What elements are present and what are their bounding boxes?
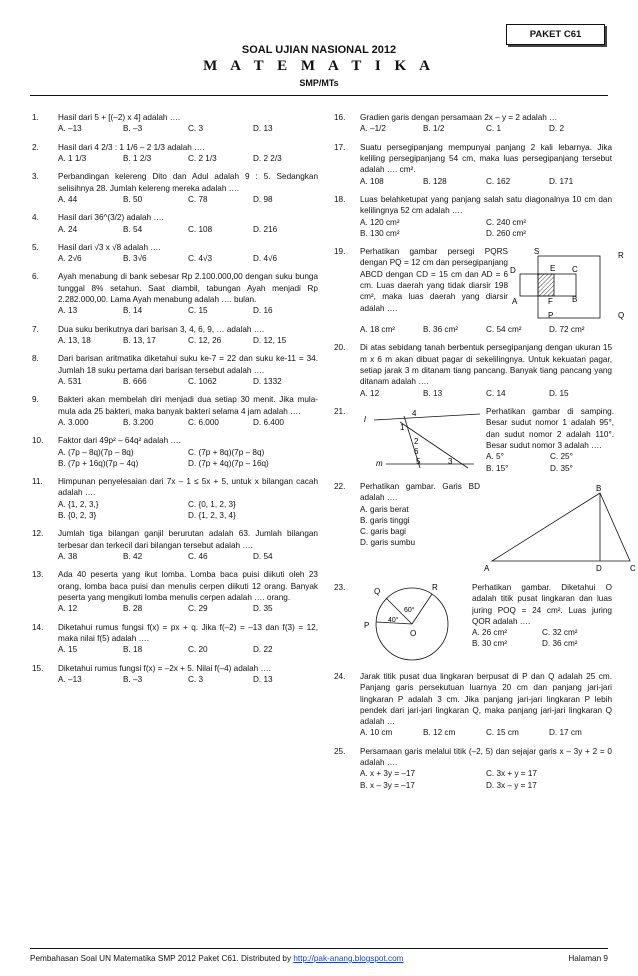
label-d: D: [596, 563, 602, 573]
angle-4: 4: [412, 409, 417, 418]
question-15: [32, 663, 318, 686]
q11-option-0[interactable]: A. {1, 2, 3,}: [58, 499, 99, 509]
question-left: [472, 582, 612, 664]
q16-option-1[interactable]: B. 1/2: [423, 124, 445, 134]
q25-option-1[interactable]: C. 3x + y = 17: [486, 769, 537, 779]
label-f: F: [548, 297, 553, 307]
paket-label: PAKET C61: [506, 24, 605, 45]
q14-option-2[interactable]: C. 20: [188, 645, 208, 655]
option-row: [486, 451, 614, 462]
angle-1: 1: [400, 423, 405, 432]
q13-option-3[interactable]: D. 35: [253, 604, 273, 614]
q13-option-0[interactable]: A. 12: [58, 604, 78, 614]
q25-option-0[interactable]: A. x + 3y = –17: [360, 769, 416, 779]
question-number: 1.: [32, 113, 39, 122]
question-number: 11.: [32, 477, 43, 487]
q3-option-1[interactable]: B. 50: [123, 194, 143, 204]
option-row: [360, 123, 612, 134]
label-o: O: [410, 628, 417, 638]
option-row: [360, 217, 612, 228]
q12-option-3[interactable]: D. 54: [253, 552, 273, 561]
q9-option-0[interactable]: A. 3.000: [58, 417, 89, 427]
question-number: 3.: [32, 172, 39, 182]
label-d: D: [510, 266, 516, 276]
figure-21: [360, 406, 486, 474]
q20-option-3[interactable]: D. 15: [549, 388, 569, 398]
label-c: C: [572, 265, 578, 275]
q5-option-2[interactable]: C. 4√3: [188, 254, 213, 264]
question-text: Ada 40 peserta yang ikut lomba. Lomba baca puisi diikuti oleh 23 orang, lomba baca puisi dan menulis cerpen diikuti 12 orang. Banyak peserta yang mengikuti lomba menulis cerpen adalah …. orang.: [58, 570, 318, 602]
option-row: [360, 176, 612, 187]
question-number: 4.: [32, 213, 39, 223]
q15-option-0[interactable]: A. –13: [58, 674, 82, 684]
q4-option-0[interactable]: A. 24: [58, 224, 78, 234]
header-rule: [30, 95, 608, 96]
q16-option-2[interactable]: C. 1: [486, 124, 502, 134]
footer-rule: [30, 948, 608, 949]
question-split: [360, 246, 625, 324]
angle-6: 6: [414, 447, 419, 456]
q24-option-1[interactable]: B. 12 cm: [423, 728, 456, 738]
q8-option-3[interactable]: D. 1332: [253, 376, 282, 386]
q24-option-3[interactable]: D. 17 cm: [549, 728, 582, 738]
q1-option-0[interactable]: A. –13: [58, 124, 82, 134]
angle-60: 60°: [404, 606, 415, 614]
q16-option-3[interactable]: D. 2: [549, 124, 565, 134]
option-row: [58, 499, 318, 510]
question-17: [334, 142, 612, 187]
question-text: Diketahui rumus fungsi f(x) = –2x + 5. Nilai f(–4) adalah ….: [58, 663, 271, 673]
option-row: [58, 376, 318, 387]
option-row: [58, 305, 318, 316]
q21-option-2[interactable]: B. 15°: [486, 463, 509, 473]
q5-option-3[interactable]: D. 4√6: [253, 254, 278, 264]
q6-option-3[interactable]: D. 16: [253, 306, 273, 316]
q17-option-0[interactable]: A. 108: [360, 176, 384, 186]
q3-option-3[interactable]: D. 98: [253, 194, 273, 204]
q5-option-1[interactable]: B. 3√6: [123, 254, 147, 264]
question-number: 21.: [334, 407, 346, 416]
question-number: 19.: [334, 247, 346, 257]
question-text: Perhatikan gambar di samping. Besar sudut nomor 1 adalah 95°, dan sudut nomor 2 adalah 110°. Besar sudut nomor 3 adalah ….: [486, 407, 614, 450]
radius-or: [412, 594, 432, 624]
question-21: [334, 406, 612, 474]
q9-option-2[interactable]: C. 6.000: [188, 417, 219, 427]
label-q: Q: [618, 311, 625, 321]
label-q: Q: [374, 586, 381, 596]
q23-option-0[interactable]: A. 26 cm²: [472, 628, 508, 638]
q20-option-1[interactable]: B. 13: [423, 388, 443, 398]
question-number: 12.: [32, 529, 44, 539]
question-left: [486, 406, 614, 474]
option-row: [360, 768, 612, 779]
question-number: 13.: [32, 570, 44, 580]
question-text: Perhatikan gambar. Garis BD adalah ….: [360, 481, 480, 503]
option-row: [58, 123, 318, 134]
question-text: Perhatikan gambar. Diketahui O adalah titik pusat lingkaran dan luas juring POQ = 24 cm². Luas juring QOR adalah ….: [472, 582, 612, 626]
question-18: [334, 194, 612, 239]
question-text: Gradien garis dengan persamaan 2x – y = 2 adalah …: [360, 113, 558, 122]
q22-option-1[interactable]: B. garis tinggi: [360, 515, 410, 525]
q14-option-0[interactable]: A. 15: [58, 645, 78, 655]
q7-option-3[interactable]: D. 12, 15: [253, 336, 287, 345]
label-b: B: [596, 483, 602, 493]
q24-option-2[interactable]: C. 15 cm: [486, 728, 519, 738]
q15-option-3[interactable]: D. 13: [253, 674, 273, 684]
q24-option-0[interactable]: A. 10 cm: [360, 728, 393, 738]
q10-option-3[interactable]: D. (7p + 4q)(7p – 16q): [188, 458, 269, 468]
q9-option-1[interactable]: B. 3.200: [123, 417, 154, 427]
footer-text: Pembahasan Soal UN Matematika SMP 2012 Paket C61. Distributed by: [30, 954, 292, 963]
q3-option-0[interactable]: A. 44: [58, 194, 78, 204]
q11-option-1[interactable]: C. {0, 1, 2, 3}: [188, 499, 236, 509]
option-row: [58, 674, 318, 685]
q1-option-3[interactable]: D. 13: [253, 124, 273, 134]
q8-option-1[interactable]: B. 666: [123, 376, 147, 386]
question-text: Bakteri akan membelah diri menjadi dua setiap 30 menit. Jika mula-mula ada 25 bakteri, maka banyak bakteri selama 4 jam adalah ….: [58, 395, 318, 416]
q18-option-2[interactable]: B. 130 cm²: [360, 228, 400, 238]
label-c: C: [630, 563, 636, 573]
label-l: l: [364, 415, 366, 424]
question-text: Diketahui rumus fungsi f(x) = px + q. Jika f(–2) = –13 dan f(3) = 12, maka nilai f(5) adalah ….: [58, 622, 318, 643]
question-left: [360, 246, 508, 324]
question-number: 18.: [334, 194, 346, 204]
question-text: Luas belahketupat yang panjang salah satu diagonalnya 10 cm dan kelilingnya 52 cm adalah ….: [360, 194, 612, 216]
q17-option-3[interactable]: D. 171: [549, 176, 574, 186]
question-text: Hasil dari √3 x √8 adalah ….: [58, 242, 161, 252]
option-row: [58, 447, 318, 458]
left-column: [32, 112, 318, 692]
label-e: E: [550, 264, 556, 274]
question-number: 23.: [334, 582, 346, 592]
option-row: [486, 463, 614, 474]
q5-option-0[interactable]: A. 2√6: [58, 254, 82, 264]
question-14: [32, 622, 318, 656]
q18-option-3[interactable]: D. 260 cm²: [486, 228, 527, 238]
option-row: [472, 638, 612, 649]
label-p: P: [548, 311, 554, 321]
q10-option-2[interactable]: B. (7p + 16q)(7p – 4q): [58, 458, 139, 468]
question-number: 2.: [32, 142, 39, 152]
exam-title: SOAL UJIAN NASIONAL 2012: [241, 44, 397, 56]
label-r: R: [432, 582, 438, 592]
question-number: 9.: [32, 395, 39, 405]
question-text: Di atas sebidang tanah berbentuk persegipanjang dengan ukuran 15 m x 6 m akan dibuat pagar di sekelilingnya. Untuk kekuatan pagar, setiap jarak 3 m ditanam tiang pancang. Banyak tiang pancang yang ditanam adalah ….: [360, 343, 612, 387]
question-7: [32, 324, 318, 347]
figure-22: [480, 481, 638, 575]
q23-option-1[interactable]: C. 32 cm²: [542, 628, 578, 638]
q23-option-2[interactable]: B. 30 cm²: [472, 639, 508, 649]
q9-option-3[interactable]: D. 6.400: [253, 417, 284, 427]
question-number: 7.: [32, 324, 39, 334]
q11-option-3[interactable]: D. {1, 2, 3, 4}: [188, 511, 236, 521]
q3-option-2[interactable]: C. 78: [188, 194, 208, 204]
shaded-region: [538, 274, 554, 296]
q7-option-0[interactable]: A. 13, 18: [58, 336, 91, 345]
question-4: [32, 212, 318, 235]
question-text: Jarak titik pusat dua lingkaran berpusat di P dan Q adalah 25 cm. Panjang garis persekutuan luarnya 20 cm dan panjang jari-jari lingkaran P adalah 3 cm. Jika panjang jari-jari lingkaran P lebih pendek dari jari-jari lingkaran Q, maka panjang jari-jari lingkaran Q adalah …: [360, 671, 612, 727]
question-text: Ayah menabung di bank sebesar Rp 2.100.000,00 dengan suku bunga tunggal 8% setahun. Saat diambil, tabungan Ayah menjadi Rp 2.282.000,00. Lama Ayah menabung adalah …. bulan.: [58, 272, 318, 305]
question-23: [334, 582, 612, 664]
question-text: Perbandingan kelereng Dito dan Adul adalah 9 : 5. Sedangkan selisihnya 28. Jumlah kelereng mereka adalah ….: [58, 172, 318, 193]
option-row: [58, 458, 318, 469]
question-11: [32, 476, 318, 521]
option-row: [360, 388, 612, 399]
label-s: S: [534, 247, 540, 257]
question-text: Suatu persegipanjang mempunyai panjang 2 kali lebarnya. Jika keliling persegipanjang 54 cm, maka luas persegipanjang tersebut adalah …. cm².: [360, 142, 612, 175]
q18-option-0[interactable]: A. 120 cm²: [360, 217, 400, 227]
question-text: Persamaan garis melalui titik (–2, 5) dan sejajar garis x – 3y + 2 = 0 adalah ….: [360, 746, 612, 768]
angle-3: 3: [448, 457, 453, 466]
line-l: [374, 414, 480, 420]
figure-19: [508, 246, 633, 324]
question-number: 8.: [32, 354, 39, 364]
question-10: [32, 435, 318, 469]
option-row: [58, 510, 318, 521]
level-title: SMP/MTs: [299, 78, 339, 88]
q16-option-0[interactable]: A. –1/2: [360, 124, 386, 134]
q4-option-2[interactable]: C. 108: [188, 224, 213, 234]
option-row: [58, 551, 318, 562]
label-m: m: [376, 459, 383, 468]
q2-option-0[interactable]: A. 1 1/3: [58, 153, 87, 163]
question-20: [334, 342, 612, 399]
question-number: 22.: [334, 481, 346, 491]
q15-option-1[interactable]: B. –3: [123, 674, 143, 684]
question-text: Perhatikan gambar persegi PQRS dengan PQ = 12 cm dan persegipanjang ABCD dengan CD = 15 cm dan AD = 6 cm. Luas daerah yang tidak diarsir 198 cm², maka luas daerah yang diarsir adalah ….: [360, 247, 508, 313]
option-row: [360, 228, 612, 239]
question-number: 10.: [32, 436, 44, 446]
question-22: [334, 481, 636, 575]
question-text: Hasil dari 4 2/3 : 1 1/6 – 2 1/3 adalah ….: [58, 142, 205, 152]
label-p: P: [364, 620, 370, 630]
question-1: [32, 112, 318, 135]
option-row: [58, 224, 318, 235]
angle-5: 5: [416, 457, 421, 466]
footer-link[interactable]: http://pak-anang.blogspot.com: [293, 954, 404, 963]
question-text: Hasil dari 36^(3/2) adalah ….: [58, 213, 164, 223]
q2-option-1[interactable]: B. 1 2/3: [123, 153, 152, 163]
q7-option-2[interactable]: C. 12, 26: [188, 336, 222, 345]
question-25: [334, 746, 612, 791]
option-row: [58, 335, 318, 346]
question-text: Hasil dari 5 + [(–2) x 4] adalah ….: [58, 113, 181, 122]
q1-option-2[interactable]: C. 3: [188, 124, 204, 134]
q11-option-2[interactable]: B. {0, 2, 3}: [58, 511, 97, 521]
q22-option-3[interactable]: D. garis sumbu: [360, 538, 416, 548]
option-row: [360, 324, 612, 335]
label-a: A: [512, 297, 518, 307]
question-19: [334, 246, 625, 335]
q22-option-2[interactable]: C. garis bagi: [360, 527, 406, 537]
q21-option-0[interactable]: A. 5°: [486, 452, 504, 462]
question-number: 25.: [334, 746, 346, 756]
q10-option-0[interactable]: A. (7p – 8q)(7p – 8q): [58, 447, 134, 457]
question-text: Jumlah tiga bilangan ganjil berurutan adalah 63. Jumlah bilangan terbesar dan terkecil dari bilangan tersebut adalah ….: [58, 529, 318, 550]
question-12: [32, 528, 318, 562]
q6-option-1[interactable]: B. 14: [123, 306, 143, 316]
option-row: [360, 780, 612, 791]
q19-option-1[interactable]: B. 36 cm²: [423, 325, 459, 335]
q23-option-3[interactable]: D. 36 cm²: [542, 639, 578, 649]
question-number: 17.: [334, 142, 346, 152]
label-a: A: [484, 563, 490, 573]
question-6: [32, 271, 318, 316]
q20-option-2[interactable]: C. 14: [486, 388, 506, 398]
q22-option-0[interactable]: A. garis berat: [360, 504, 409, 514]
question-number: 20.: [334, 343, 346, 353]
q12-option-0[interactable]: A. 38: [58, 552, 78, 561]
figure-23: [360, 582, 472, 664]
question-split: [360, 481, 636, 575]
subject-title: M A T E M A T I K A: [203, 58, 435, 74]
triangle-abc: [492, 493, 630, 561]
transversal-2: [400, 422, 468, 468]
question-number: 24.: [334, 671, 346, 681]
option-row: [360, 727, 612, 738]
q13-option-1[interactable]: B. 28: [123, 604, 143, 614]
q21-option-3[interactable]: D. 35°: [550, 463, 573, 473]
angle-2: 2: [414, 437, 419, 446]
question-24: [334, 671, 612, 739]
q19-option-3[interactable]: D. 72 cm²: [549, 325, 585, 335]
q6-option-0[interactable]: A. 13: [58, 306, 78, 316]
q8-option-0[interactable]: A. 531: [58, 376, 82, 386]
right-column: [334, 112, 636, 798]
label-b: B: [572, 295, 578, 305]
question-text: Himpunan penyelesaian dari 7x – 1 ≤ 5x + 5, untuk x bilangan cacah adalah ….: [58, 477, 318, 498]
q2-option-3[interactable]: D. 2 2/3: [253, 153, 282, 163]
question-text: Dari barisan aritmatika diketahui suku ke-7 = 22 dan suku ke-11 = 34. Jumlah 18 suku pertama dari barisan tersebut adalah ….: [58, 354, 318, 375]
option-row: [58, 153, 318, 164]
q12-option-2[interactable]: C. 46: [188, 552, 208, 561]
footer: [30, 953, 608, 964]
q7-option-1[interactable]: B. 13, 17: [123, 336, 156, 345]
question-number: 5.: [32, 242, 39, 252]
option-row: [58, 603, 318, 614]
q2-option-2[interactable]: C. 2 1/3: [188, 153, 217, 163]
q4-option-1[interactable]: B. 54: [123, 224, 143, 234]
question-16: [334, 112, 612, 135]
question-text: Dua suku berikutnya dari barisan 3, 4, 6, 9, … adalah ….: [58, 324, 265, 334]
question-9: [32, 394, 318, 428]
q19-option-0[interactable]: A. 18 cm²: [360, 325, 396, 335]
option-row: [58, 194, 318, 205]
question-2: [32, 142, 318, 165]
q18-option-1[interactable]: C. 240 cm²: [486, 217, 527, 227]
q19-option-2[interactable]: C. 54 cm²: [486, 325, 522, 335]
question-number: 6.: [32, 272, 39, 282]
question-text: Faktor dari 49p² – 64q² adalah ….: [58, 436, 181, 446]
page-number: Halaman 9: [568, 954, 608, 963]
question-split: [360, 582, 612, 664]
q6-option-2[interactable]: C. 15: [188, 306, 208, 316]
option-row: [58, 644, 318, 655]
q25-option-2[interactable]: B. x – 3y = –17: [360, 780, 415, 790]
q10-option-1[interactable]: C. (7p + 8q)(7p – 8q): [188, 447, 265, 457]
option-row: [58, 253, 318, 264]
option-row: [58, 417, 318, 428]
q14-option-1[interactable]: B. 18: [123, 645, 143, 655]
question-13: [32, 569, 318, 614]
q4-option-3[interactable]: D. 216: [253, 224, 278, 234]
label-r: R: [618, 251, 624, 261]
q15-option-2[interactable]: C. 3: [188, 674, 204, 684]
q12-option-1[interactable]: B. 42: [123, 552, 143, 561]
question-left: [360, 481, 480, 575]
question-split: [360, 406, 612, 474]
question-number: 16.: [334, 113, 346, 122]
question-number: 14.: [32, 622, 44, 632]
q13-option-2[interactable]: C. 29: [188, 604, 208, 614]
question-8: [32, 353, 318, 387]
q14-option-3[interactable]: D. 22: [253, 645, 273, 655]
q1-option-1[interactable]: B. –3: [123, 124, 143, 134]
question-3: [32, 171, 318, 205]
option-row: [472, 627, 612, 638]
q17-option-1[interactable]: B. 128: [423, 176, 447, 186]
angle-40: 40°: [388, 616, 399, 624]
q17-option-2[interactable]: C. 162: [486, 176, 511, 186]
q25-option-3[interactable]: D. 3x – y = 17: [486, 780, 537, 790]
question-5: [32, 242, 318, 265]
q21-option-1[interactable]: C. 25°: [550, 452, 573, 462]
q20-option-0[interactable]: A. 12: [360, 388, 380, 398]
question-number: 15.: [32, 663, 44, 673]
q8-option-2[interactable]: C. 1062: [188, 376, 217, 386]
